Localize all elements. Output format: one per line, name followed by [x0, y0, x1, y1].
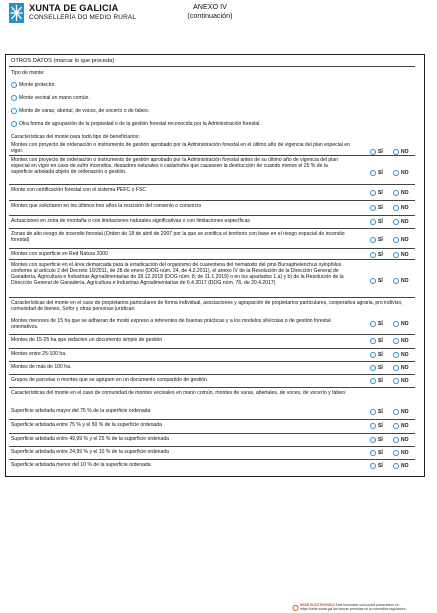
- row-proyecto-ultimo-ano: Montes con proyecto de ordenación o instrumento de gestión aprobado por la Administración forestal en el último año de vigencia del plan especial en vigor.: [11, 142, 350, 155]
- radio-yes[interactable]: [370, 352, 376, 358]
- radio-monte-protector[interactable]: [11, 82, 17, 88]
- option-monte-protector: Monte protector.: [19, 82, 56, 88]
- row-divider: [9, 348, 415, 349]
- row-proyecto-incendios: Montes con proyecto de ordenación o instrumento de gestión aprobado por la Administración forestal antes de su último año de vigencia del plan especial en vigor en caso de sufrir incendios, desastres naturales o catástrofes que causasen la destrucción de cuando menos el 25 % de la superficie arbolada objeto de ordenación o gestión.: [11, 157, 339, 176]
- radio-yes[interactable]: [370, 252, 376, 258]
- row-divider: [9, 334, 415, 335]
- radio-no[interactable]: [393, 252, 399, 258]
- row-zona-montana: Actuaciones en zona de montaña o con limitaciones naturales significativas o con limitaciones específicas: [11, 218, 250, 224]
- row-arbolada-50-25: Superficie arbolada entre 49,99 % y el 25 % de la superficie ordenada: [11, 436, 170, 442]
- row-divider: [9, 200, 415, 201]
- radio-yes[interactable]: [370, 378, 376, 384]
- row-15-25ha: Montes de 15-25 ha que redacten un documento simple de gestión: [11, 337, 163, 343]
- row-red-natura: Montes con superficie en Red Natura 2000: [11, 251, 108, 257]
- row-divider: [9, 433, 415, 434]
- yes-label: SÍ: [378, 463, 383, 469]
- no-label: NO: [401, 409, 409, 415]
- row-divider: [9, 387, 415, 388]
- no-label: NO: [401, 170, 409, 176]
- radio-no[interactable]: [393, 338, 399, 344]
- yes-label: SÍ: [378, 365, 383, 371]
- footer-text-1: Este formulario solo podrá presentarse en: [334, 603, 399, 607]
- org-department: CONSELLERÍA DO MEDIO RURAL: [29, 14, 137, 21]
- no-label: NO: [401, 252, 409, 258]
- radio-no[interactable]: [393, 190, 399, 196]
- annex-title-text: ANEXO IV: [193, 2, 227, 11]
- xunta-logo-icon: [9, 3, 24, 23]
- radio-no[interactable]: [393, 409, 399, 415]
- no-label: NO: [401, 463, 409, 469]
- caracteristicas-vecinales-label: Características del monte en el caso de comunidad de montes vecinales en mano común, montes de varas, abertales, de voces, de vocerío y fabeo:: [11, 390, 347, 396]
- radio-no[interactable]: [393, 423, 399, 429]
- no-label: NO: [401, 338, 409, 344]
- row-divider: [9, 374, 415, 375]
- yes-label: SÍ: [378, 378, 383, 384]
- radio-no[interactable]: [393, 463, 399, 469]
- yes-label: SÍ: [378, 278, 383, 284]
- row-alto-riesgo-incendio: Zonas de alto riesgo de incendio forestal (Orden de 18 de abril de 2007 por la que se zonifica el territorio con base en el riesgo espacial de incendio forestal): [11, 231, 345, 244]
- no-label: NO: [401, 437, 409, 443]
- yes-label: SÍ: [378, 409, 383, 415]
- radio-otra-agrupacion[interactable]: [11, 121, 17, 127]
- row-divider: [9, 361, 415, 362]
- radio-no[interactable]: [393, 437, 399, 443]
- radio-no[interactable]: [393, 205, 399, 211]
- radio-monte-varas[interactable]: [11, 108, 17, 114]
- radio-yes[interactable]: [370, 149, 376, 155]
- radio-yes[interactable]: [370, 278, 376, 284]
- no-label: NO: [401, 237, 409, 243]
- no-label: NO: [401, 219, 409, 225]
- tipo-monte-label: Tipo de monte:: [11, 70, 45, 76]
- yes-label: SÍ: [378, 237, 383, 243]
- row-divider: [9, 228, 415, 229]
- yes-label: SÍ: [378, 205, 383, 211]
- no-label: NO: [401, 321, 409, 327]
- row-nematodo-pino: Montes con superficie en el área demarcada para la erradicación del organismo de cuarentena del nematodo del pino Bursaphelenchus xylophilus conforme al artículo 2 del Decreto 10/2011, de 28 de enero (DOG núm. 24, de 4.2.2011), el anexo IV de la Resolución de la Dirección General de Ganadería, Agricultura e Industrias Agroalimentarias de 28.12.2018 (DOG núm. 8, de 11.1.2019) o en los apartados 1.a) y b) de la Resolución de la Dirección General de Ganadería, Agricultura e Industrias Agroalimentarias de 6.4.2017 (DOG núm. 76, de 20.4.2017): [11, 262, 344, 287]
- yes-label: SÍ: [378, 450, 383, 456]
- no-label: NO: [401, 149, 409, 155]
- annex-title: [180, 3, 240, 20]
- radio-yes[interactable]: [370, 423, 376, 429]
- no-label: NO: [401, 423, 409, 429]
- radio-yes[interactable]: [370, 409, 376, 415]
- yes-label: SÍ: [378, 423, 383, 429]
- caracteristicas-particulares-label: Características del monte en el caso de propietarios particulares de forma individual, asociaciones y agrupación de propietarios particulares, cooperativa agraria, pro indiviso, comunidad de bienes, Sofor y otras personas jurídicas:: [11, 300, 403, 313]
- footer-line-2: https://sede.xunta.gal las formas previstas en su normativa reguladora: [300, 607, 406, 611]
- row-divider: [9, 155, 415, 156]
- radio-no[interactable]: [393, 321, 399, 327]
- radio-yes[interactable]: [370, 365, 376, 371]
- radio-no[interactable]: [393, 450, 399, 456]
- radio-yes[interactable]: [370, 321, 376, 327]
- row-25-100ha: Montes entre 25-100 ha.: [11, 351, 67, 357]
- row-divider: [9, 215, 415, 216]
- yes-label: SÍ: [378, 170, 383, 176]
- radio-no[interactable]: [393, 170, 399, 176]
- row-divider: [9, 446, 415, 447]
- row-arbolada-10: Superficie arbolada menor del 10 % de la superficie ordenada: [11, 462, 151, 468]
- yes-label: SÍ: [378, 321, 383, 327]
- section-title: OTROS DATOS (marcar lo que proceda): [11, 58, 115, 64]
- radio-yes[interactable]: [370, 463, 376, 469]
- row-certificacion-pefc: Monte con certificación forestal con el sistema PEFC o FSC: [11, 187, 147, 193]
- row-grupos-parcelas: Grupos de parcelas o montes que se agrupen en un documento compartido de gestión.: [11, 377, 209, 383]
- row-divider: [9, 419, 415, 420]
- radio-yes[interactable]: [370, 190, 376, 196]
- option-otra-agrupacion: Otra forma de agrupación de la propiedad o de la gestión forestal reconocida por la Administración forestal.: [19, 121, 261, 127]
- row-divider: [9, 248, 415, 249]
- radio-yes[interactable]: [370, 170, 376, 176]
- option-monte-varas: Monte de varas, abertal, de voces, de vocerío o de fabeo.: [19, 108, 150, 114]
- row-arbolada-75: Superficie arbolada mayor del 75 % de la superficie ordenada: [11, 408, 151, 414]
- annex-subtitle: (continuación): [187, 10, 233, 20]
- radio-no[interactable]: [393, 219, 399, 225]
- no-label: NO: [401, 378, 409, 384]
- no-label: NO: [401, 190, 409, 196]
- yes-label: SÍ: [378, 338, 383, 344]
- radio-yes[interactable]: [370, 338, 376, 344]
- radio-no[interactable]: [393, 149, 399, 155]
- radio-no[interactable]: [393, 378, 399, 384]
- yes-label: SÍ: [378, 190, 383, 196]
- yes-label: SÍ: [378, 219, 383, 225]
- no-label: NO: [401, 278, 409, 284]
- no-label: NO: [401, 365, 409, 371]
- radio-monte-vecinal[interactable]: [11, 95, 17, 101]
- no-label: NO: [401, 205, 409, 211]
- radio-no[interactable]: [393, 237, 399, 243]
- row-divider: [9, 297, 415, 298]
- row-arbolada-25-10: Superficie arbolada entre 24,99 % y el 10 % de la superficie ordenada: [11, 449, 170, 455]
- row-arbolada-75-50: Superficie arbolada entre 75 % y el 50 % de la superficie ordenada: [11, 422, 162, 428]
- yes-label: SÍ: [378, 437, 383, 443]
- footer-brand: SEDE ELECTRÓNICA: [300, 603, 335, 607]
- section-divider: [9, 66, 415, 67]
- yes-label: SÍ: [378, 149, 383, 155]
- row-divider: [9, 259, 415, 260]
- row-divider: [9, 184, 415, 185]
- yes-label: SÍ: [378, 252, 383, 258]
- caracteristicas-todos-label: Características del monte para todo tipo de beneficiarios:: [11, 134, 140, 140]
- radio-yes[interactable]: [370, 219, 376, 225]
- yes-label: SÍ: [378, 352, 383, 358]
- option-monte-vecinal: Monte vecinal en mano común.: [19, 95, 90, 101]
- radio-yes[interactable]: [370, 237, 376, 243]
- radio-no[interactable]: [393, 365, 399, 371]
- no-label: NO: [401, 352, 409, 358]
- radio-no[interactable]: [393, 352, 399, 358]
- radio-yes[interactable]: [370, 437, 376, 443]
- org-name: XUNTA DE GALICIA: [29, 3, 119, 13]
- row-mas-100ha: Montes de más de 100 ha.: [11, 364, 72, 370]
- row-divider: [9, 459, 415, 460]
- radio-yes[interactable]: [370, 205, 376, 211]
- radio-yes[interactable]: [370, 450, 376, 456]
- sede-electronica-icon: [292, 605, 299, 611]
- radio-no[interactable]: [393, 278, 399, 284]
- no-label: NO: [401, 450, 409, 456]
- row-rescision-convenio: Montes que solicitaron en los últimos tres años la rescisión del convenio o consorcio: [11, 203, 202, 209]
- row-menores-15ha: Montes menores de 15 ha que se adhieran de modo expreso a referentes de buenas prácticas y a los modelos silvícolas o de gestión forestal orientativos.: [11, 318, 331, 331]
